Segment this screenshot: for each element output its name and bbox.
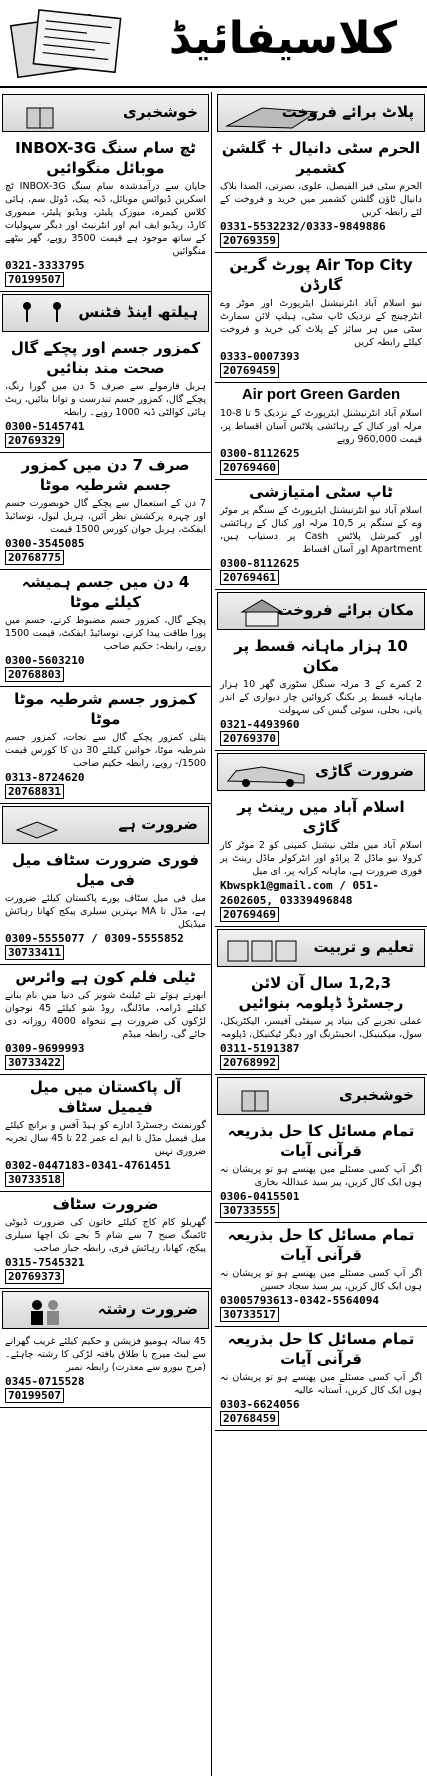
category-plots: پلاٹ برائے فروخت bbox=[217, 94, 425, 132]
gift-box-icon bbox=[7, 98, 107, 130]
ad-item: تمام مسائل کا حل بذریعہ قرآنی آیات اگر آپ کسی مسئلے میں پھنسے ہو تو پریشان نہ ہوں ایک کال کریں، پیر سید عبداللہ بخاری 0306-0415501 30733555 bbox=[215, 1119, 427, 1223]
category-khushkhabri: خوشخبری bbox=[217, 1077, 425, 1115]
category-education: تعلیم و تربیت bbox=[217, 929, 425, 967]
category-required: ضرورت ہے bbox=[2, 806, 209, 844]
category-khushkhabri: خوشخبری bbox=[2, 94, 209, 132]
category-car: ضرورت گاڑی bbox=[217, 753, 425, 791]
ad-item: ضرورت سٹاف گھریلو کام کاج کیلئے خاتون کی ضرورت ڈیوٹی ٹائمنگ صبح 7 سے شام 5 بجے تک اچھا سیلری پیکج، کھانا، رہائش فری، رابطہ جبار صاحب 0315-7545321 20769373 bbox=[0, 1192, 211, 1289]
ad-item: کمزور جسم شرطیہ موٹا موٹا پتلی کمزور پچکے گال سے نجات، کمزور جسم شرطیہ موٹا، خواتین کیلئے 30 دن کا کورس قیمت 1500/- روپے، رابطہ حکیم صاحب 0313-8724620 20768831 bbox=[0, 687, 211, 804]
newspaper-illustration-icon bbox=[6, 6, 138, 80]
ad-item: 4 دن میں جسم ہمیشہ کیلئے موٹا پچکے گال، کمزور جسم مضبوط کرنے، جسم میں پورا طاقت پیدا کرنے، نوسائیڈ ایفکٹ، قیمت 1500 روپے، رابطہ: حکیم صاحب 0300-5603210 20768803 bbox=[0, 570, 211, 687]
category-health: ہیلتھ اینڈ فٹنس bbox=[2, 294, 209, 332]
ad-item: Air Top City پورٹ گرین گارڈن نیو اسلام آباد انٹرنیشنل ایئرپورٹ اور موٹر وے انٹرچینج کے نزدیک ٹاپ سٹی، ہیلپ لائن سمارٹ سٹی میں ہر سائز کے پلاٹ کی خرید و فروخت کیلئے رابطہ کریں 0333-0007393 20769459 bbox=[215, 253, 427, 383]
ad-item: ٹچ سام سنگ INBOX-3G موبائل منگوائیں جاپان سے درآمدشدہ سام سنگ INBOX-3G ٹچ اسکرین ڈیوائس موبائل، ڈبہ پیک، ڈوئل سم، ہائی کلاس کیمرہ، میوزک پلیئر، ویڈیو پلیئر، میموری کارڈ، ریڈیو ایف ایم اور انٹرنیٹ اور دیگر سہولیات کے ساتھ موجود ہے قیمت 3500 روپے، گھر بیٹھے منگوائیں 0321-3333795 70199507 bbox=[0, 136, 211, 292]
left-column bbox=[0, 92, 212, 1776]
ad-item: تمام مسائل کا حل بذریعہ قرآنی آیات اگر آپ کسی مسئلے میں پھنسے ہو تو پریشان نہ ہوں ایک کال کریں، پیر سید سجاد حسین 03005793613-0342-5564094 30733517 bbox=[215, 1223, 427, 1327]
couple-icon bbox=[7, 1295, 107, 1327]
ad-item: 45 سالہ ہومیو فزیشن و حکیم کیلئے غریب گھرانے سے لیٹ میرج یا طلاق یافتہ لڑکی کا رشتہ چاہئے۔ (مرج بیورو سے معذرت) رابطہ نمبر 0345-0715528 70199507 bbox=[0, 1333, 211, 1408]
ad-item: Air port Green Garden اسلام آباد انٹرنیشنل ایئرپورٹ کے نزدیک 5 تا 8-10 مرلہ اور کنال کے رہائشی پلاٹس آسان اقساط پر، قیمت 960,000 روپے 0300-8112625 20769460 bbox=[215, 383, 427, 480]
ad-item: آل پاکستان میں میل فیمیل سٹاف گورنمنٹ رجسٹرڈ ادارے کو ہیڈ آفس و برانچ کیلئے میل فیمیل مڈل تا ایم اے عمر 22 تا 45 سال تجربہ ضروری نہیں 0302-0447183-0341-4761451 30733518 bbox=[0, 1075, 211, 1192]
ad-item: الحرم سٹی دانیال + گلشن کشمیر الحرم سٹی فیز الفیصل، علوی، نصرتی، الصدا بلاک دانیال ٹاؤن گلشن کشمیر میں خرید و فروخت کے لئے رابطہ کریں 0331-5532232/0333-9849886 20769359 bbox=[215, 136, 427, 253]
abc-blocks-icon bbox=[222, 933, 322, 965]
ad-item: فوری ضرورت سٹاف میل فی میل میل فی میل سٹاف پورے پاکستان کیلئے ضرورت ہے، مڈل تا MA بہترین سیلری پیکج کھانا رہائش میڈیکل 0309-5555077 / 0309-5555852 30733411 bbox=[0, 848, 211, 965]
category-house: مکان برائے فروخت bbox=[217, 592, 425, 630]
ad-item: اسلام آباد میں رینٹ پر گاڑی اسلام آباد میں ملٹی نیشنل کمپنی کو 2 موٹر کار کرولا نیو ماڈل 2 پراڈو اور انٹرکولر ماڈل رینٹ پر فوری ضرورت ہے، ماہانہ کرایہ پر، ای میل Kbwspk1@gmail.com / 051-2602605, 03339496848 20769469 bbox=[215, 795, 427, 927]
handshake-icon bbox=[7, 810, 107, 842]
ad-item: کمزور جسم اور پچکے گال صحت مند بنائیں ہربل فارمولے سے صرف 5 دن میں گورا رنگ، پچکے گال، کمزور جسم تندرست و توانا بنائیں، ریٹ ہائی کوالٹی ڈبہ 1000 روپے۔ رابطہ 0300-5145741 20769329 bbox=[0, 336, 211, 453]
ad-item: ٹیلی فلم کون ہے وائرس ابھرتے ہوئے نئے ٹیلنٹ شوبز کی دنیا میں نام بنانے کیلئے ڈرامہ، ماڈلنگ، روڈ شو کیلئے 45 نوجوان لڑکوں کی ضرورت ہے تنخواہ 4000 روزانہ دی جائے گی، رابطہ میڈم 0309-9699993 30733422 bbox=[0, 965, 211, 1075]
gift-box-icon bbox=[222, 1081, 322, 1113]
ad-item: 10 ہزار ماہانہ قسط پر مکان 2 کمرے کے 3 مرلہ سنگل سٹوری گھر 10 ہزار ماہانہ قسط پر بکنگ کروائیں چار دیواری کے اندر پانی، بجلی، سوئی گیس کی سہولت 0321-4493960 20769370 bbox=[215, 634, 427, 751]
ad-item: 1,2,3 سال آن لائن رجسٹرڈ ڈپلومہ بنوائیں عملی تجربے کی بنیاد پر سیفٹی آفیسر، الیکٹریکل، سول، میکینیکل، انجینئرنگ اور دیگر ٹیکنیکل، ڈپلومہ 0311-5191387 20768992 bbox=[215, 971, 427, 1075]
masthead bbox=[0, 0, 427, 88]
ad-item: صرف 7 دن میں کمزور جسم شرطیہ موٹا 7 دن کے استعمال سے پچکے گال خوبصورت جسم اور چہرہ پرکشش نظر آئیں، ہربل لیول، نوسائیڈ ایفکٹ، ہربل جوان کورس 1500 قیمت 0300-3545085 20768775 bbox=[0, 453, 211, 570]
car-icon bbox=[222, 757, 322, 789]
category-rishta: ضرورت رشتہ bbox=[2, 1291, 209, 1329]
ad-item: ٹاپ سٹی امتیازشی اسلام آباد نیو انٹرنیشنل ایئرپورٹ کے سنگم پر موٹر وے کے سنگم پر 10,5 مرلہ اور کنال کے رہائشی اور کمرشل پلاٹس Cash پر دستیاب ہیں، Apartment اور آسان اقساط 0300-8112625 20769461 bbox=[215, 480, 427, 590]
right-column bbox=[215, 92, 427, 1776]
ad-item: تمام مسائل کا حل بذریعہ قرآنی آیات اگر آپ کسی مسئلے میں پھنسے ہو تو پریشان نہ ہوں ایک کال کریں، آستانہ عالیہ 0303-6624056 20768459 bbox=[215, 1327, 427, 1431]
page-title: کلاسیفائیڈ bbox=[168, 13, 398, 64]
